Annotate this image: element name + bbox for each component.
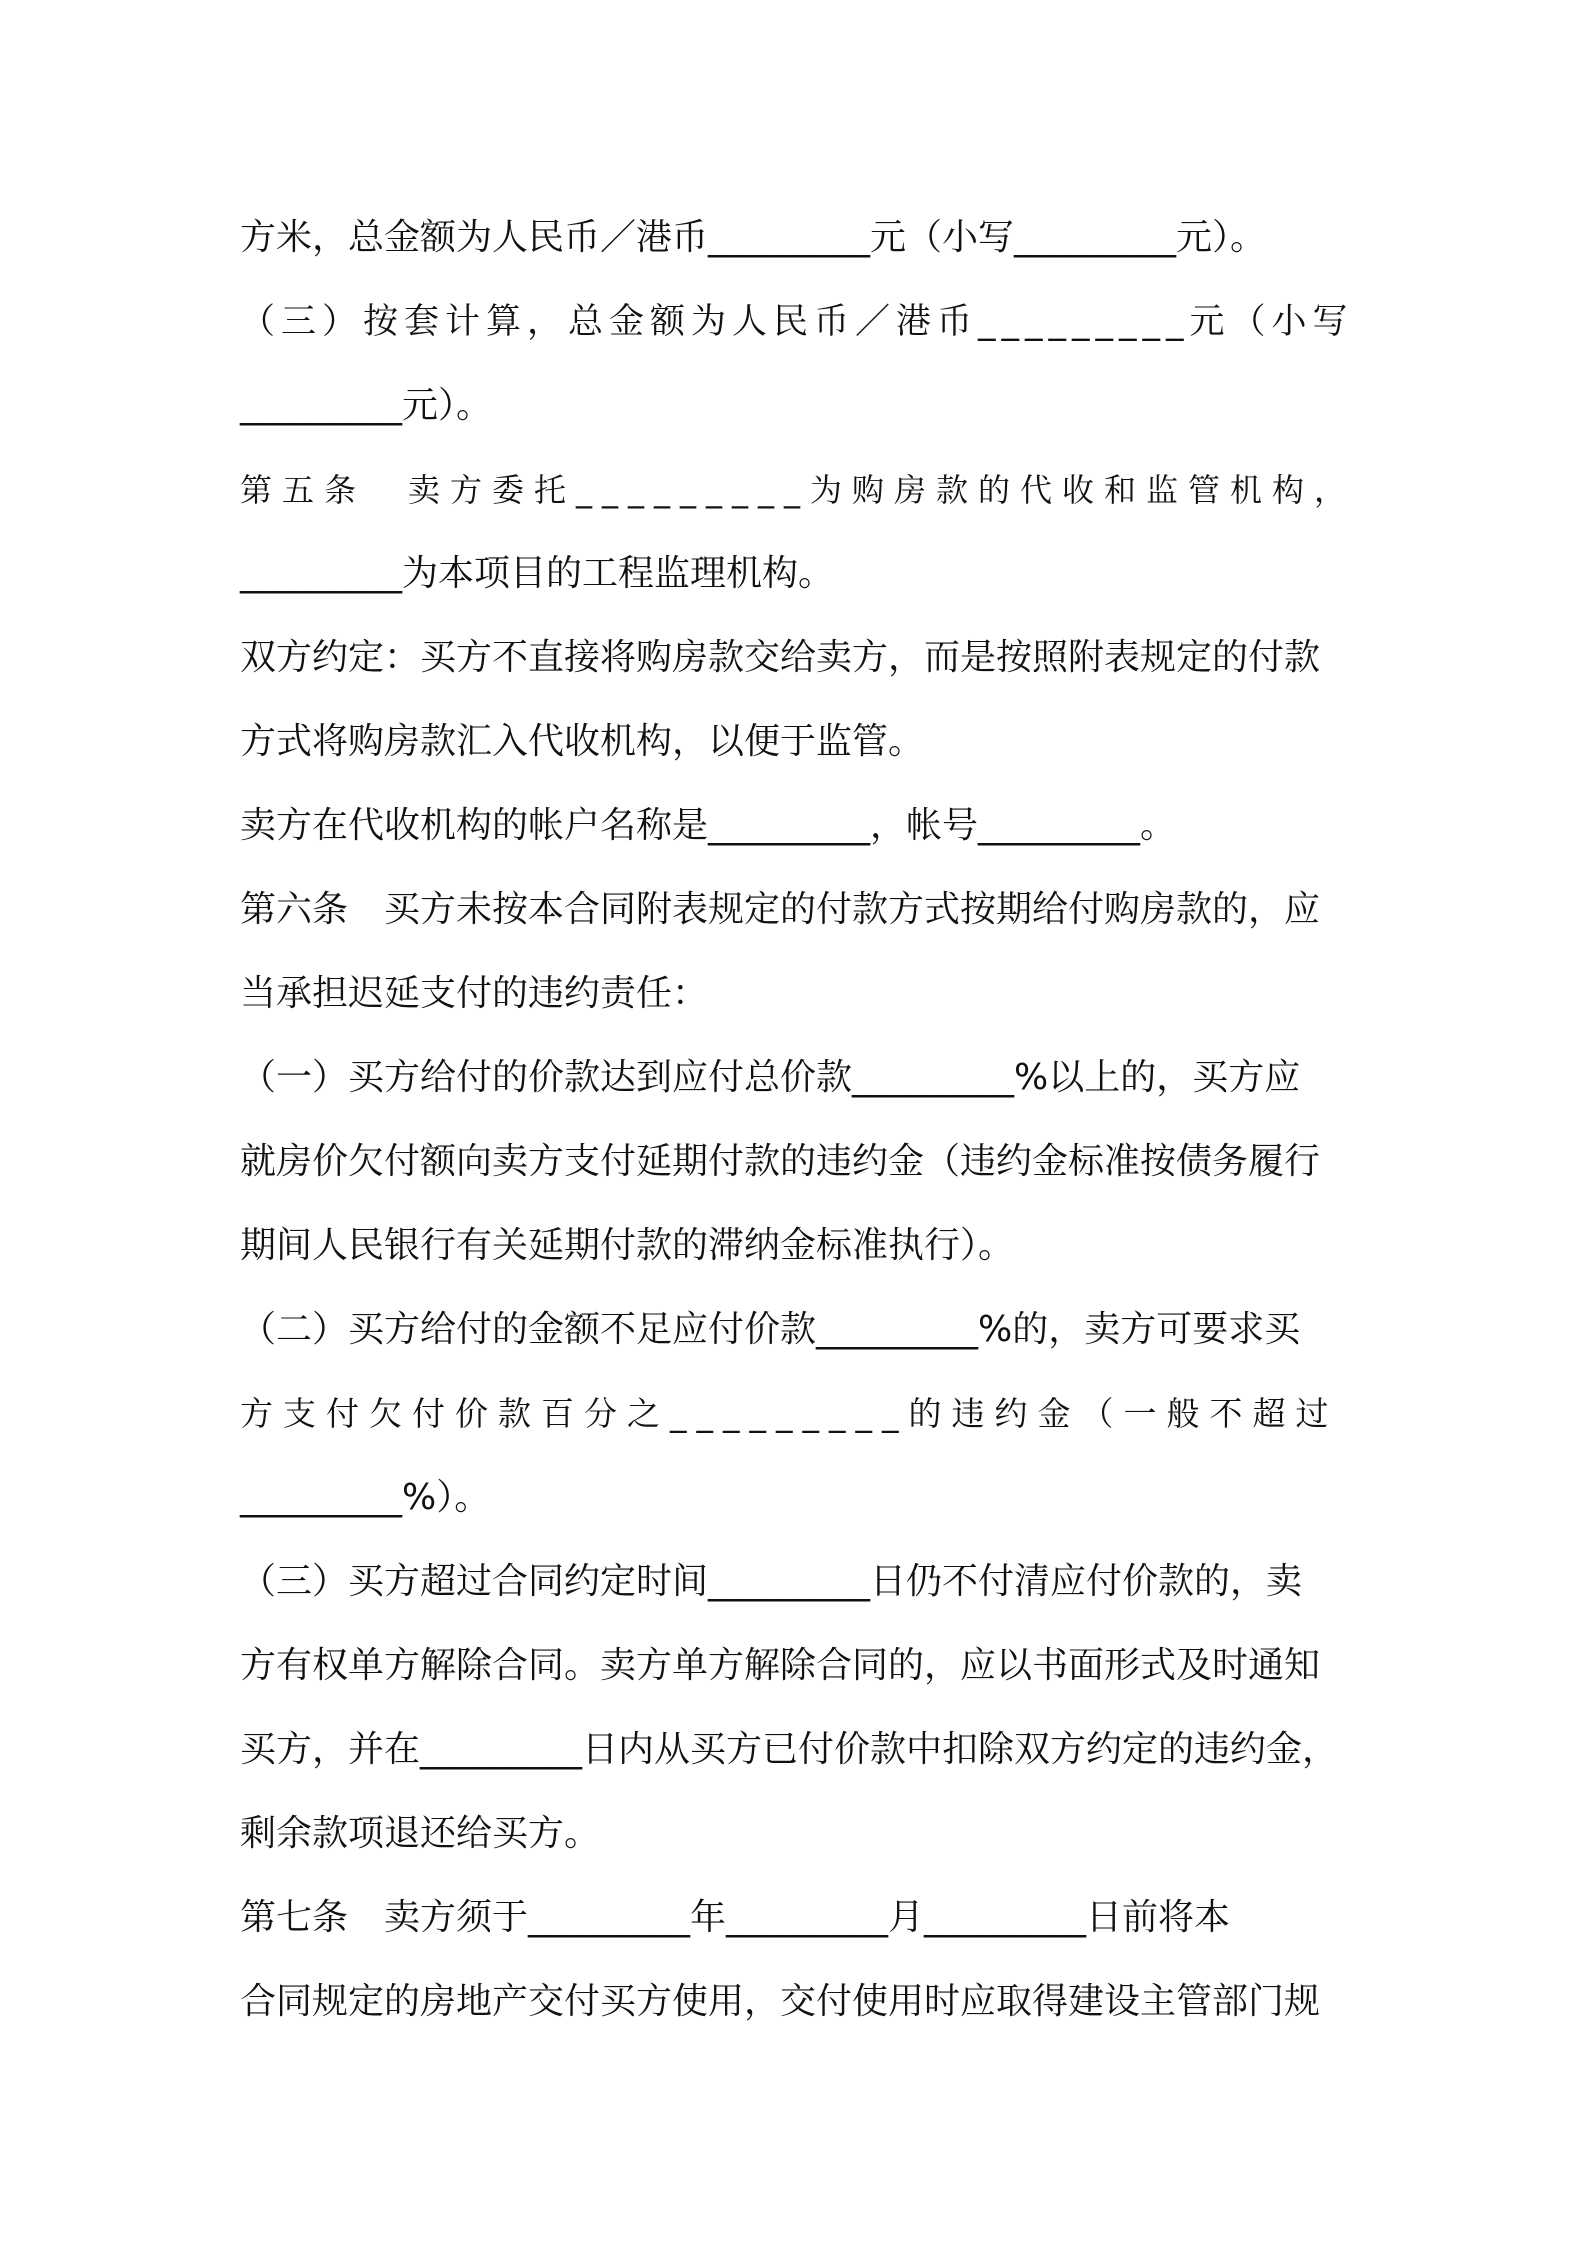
text-line: 方式将购房款汇入代收机构，以便于监管。 [240,721,925,762]
text-line: 第六条 买方未按本合同附表规定的付款方式按期给付购房款的，应 [240,889,1321,930]
text-line: 方支付欠付价款百分之_________的违约金（一般不超过 [240,1394,1339,1433]
text-line: 第五条 卖方委托_________为购房款的代收和监管机构， [240,471,1357,509]
text-line: 买方，并在_________日内从买方已付价款中扣除双方约定的违约金， [240,1729,1339,1770]
text-line: 方米，总金额为人民币／港币_________元（小写_________元）。 [240,217,1267,258]
text-line: _________%）。 [240,1477,491,1518]
text-line: 当承担迟延支付的违约责任： [240,973,709,1014]
text-line: （二）买方给付的金额不足应付价款_________%的，卖方可要求买 [240,1309,1301,1350]
text-line: 就房价欠付额向卖方支付延期付款的违约金（违约金标准按债务履行 [240,1141,1321,1182]
text-line: _________为本项目的工程监理机构。 [240,553,835,594]
text-line: 第七条 卖方须于_________年_________月_________日前将本 [240,1897,1231,1938]
text-line: 双方约定：买方不直接将购房款交给卖方，而是按照附表规定的付款 [240,637,1321,678]
text-line: （一）买方给付的价款达到应付总价款_________%以上的，买方应 [240,1057,1301,1098]
text-line: 合同规定的房地产交付买方使用，交付使用时应取得建设主管部门规 [240,1981,1321,2022]
text-line: 卖方在代收机构的帐户名称是_________，帐号_________。 [240,805,1177,846]
text-line: 剩余款项退还给买方。 [240,1813,601,1854]
text-line: 方有权单方解除合同。卖方单方解除合同的，应以书面形式及时通知 [240,1645,1321,1686]
text-line: _________元）。 [240,385,493,426]
text-line: 期间人民银行有关延期付款的滞纳金标准执行）。 [240,1225,1015,1266]
text-line: （三）按套计算，总金额为人民币／港币_________元（小写 [240,302,1354,342]
document-body [240,196,1360,2044]
text-line: （三）买方超过合同约定时间_________日仍不付清应付价款的，卖 [240,1561,1303,1602]
